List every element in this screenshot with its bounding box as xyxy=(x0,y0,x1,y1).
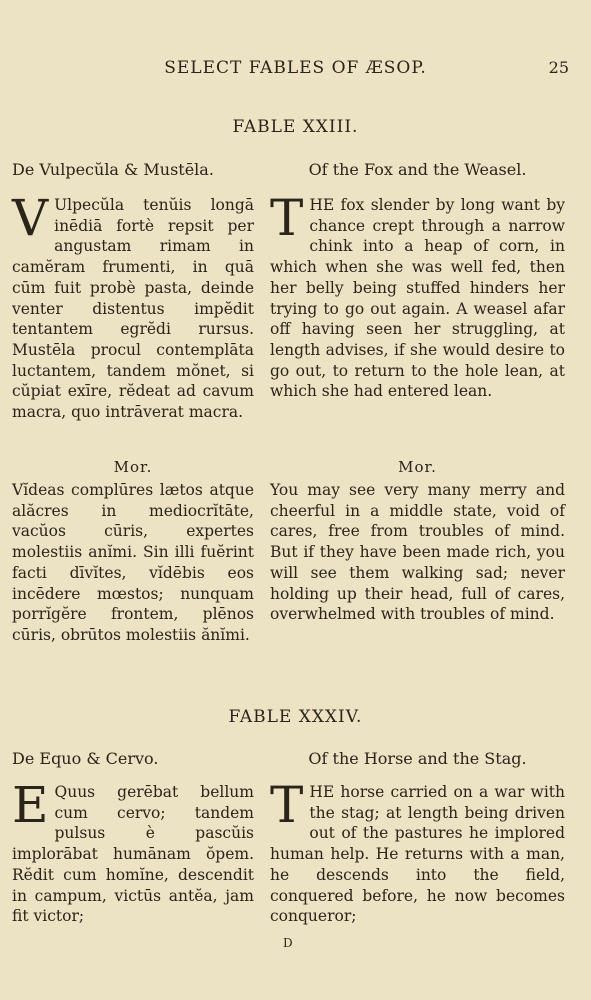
fable-23-latin-column xyxy=(12,160,254,423)
fable-34-latin-heading: De Equo & Cervo. xyxy=(12,749,159,768)
running-title: SELECT FABLES OF ÆSOP. xyxy=(164,58,427,78)
fable-23-english-text: HE fox slender by long want by chance crept through a narrow chink into a heap of corn, in which when she was well fed, then her belly being stuffed hinders her trying to go out again. A weasel afar off having seen her struggling, at length advises, if she would desire to go out, to return to the hole lean, at which she had entered lean. xyxy=(270,196,565,401)
fable-34-latin-text: Quus gerēbat bellum cum cervo; tandem pulsus è pascŭis implorābat humānam ŏpem. Rĕdit cum homĭne, descendit in campum, victūs antĕa, jam fit victor; xyxy=(12,783,254,926)
fable-34-title: FABLE XXXIV. xyxy=(228,707,363,727)
fable-34-latin-passage xyxy=(12,776,254,927)
fable-23-latin-moral-label: Mor. xyxy=(113,458,153,476)
fable-23-english-heading: Of the Fox and the Weasel. xyxy=(308,160,527,179)
signature-mark: D xyxy=(283,936,293,950)
fable-34-english-dropcap: T xyxy=(270,776,304,834)
fable-34-latin-dropcap: E xyxy=(12,776,49,834)
fable-23-english-moral-label: Mor. xyxy=(398,458,437,476)
fable-23-latin-passage xyxy=(12,189,254,423)
fable-23-latin-text: Ulpecŭla tenŭis longā inēdiā fortè repsit per angustam rimam in camĕram frumenti, in quā cūm fuit probè pasta, deinde venter distentus impĕdit tentantem egrĕdi rursus. Mustēla procul contemplāta luctantem, tandem mŏnet, si cŭpiat exīre, rĕdeat ad cavum macra, quo intrāverat macra. xyxy=(12,196,254,422)
fable-23-latin-dropcap: V xyxy=(12,189,49,247)
fable-34-latin-column xyxy=(12,749,254,927)
fable-34-english-text: HE horse carried on a war with the stag; at length being driven out of the pastures he implored human help. He returns with a man, he descends into the field, conquered before, he now becomes conqueror; xyxy=(270,783,565,926)
fable-23-latin-moral-text: Vĭdeas complūres lætos atque alăcres in mediocrĭtāte, vacŭos cūris, expertes molestiis anĭmi. Sin illi fuĕrint facti dīvĭtes, vĭdēbis eos incēdere mœstos; nunquam porrĭgĕre frontem, plēnos cūris, obrūtos molestiis ănĭmi. xyxy=(12,481,254,644)
fable-23-english-moral xyxy=(270,458,565,625)
fable-34-english-heading: Of the Horse and the Stag. xyxy=(308,749,527,768)
page-number: 25 xyxy=(548,58,569,77)
fable-23-title: FABLE XXIII. xyxy=(232,117,359,137)
fable-23-english-dropcap: T xyxy=(270,189,304,247)
fable-23-english-passage xyxy=(270,189,565,402)
fable-23-latin-moral xyxy=(12,458,254,646)
fable-23-english-moral-text: You may see very many merry and cheerful in a middle state, void of cares, free from troubles of mind. But if they have been made rich, you will see them walking sad; never holding up their head, full of cares, overwhelmed with troubles of mind. xyxy=(270,481,565,624)
fable-23-english-column xyxy=(270,160,565,402)
fable-23-latin-heading: De Vulpecŭla & Mustēla. xyxy=(12,160,214,179)
fable-34-english-column xyxy=(270,749,565,927)
fable-34-english-passage xyxy=(270,776,565,927)
